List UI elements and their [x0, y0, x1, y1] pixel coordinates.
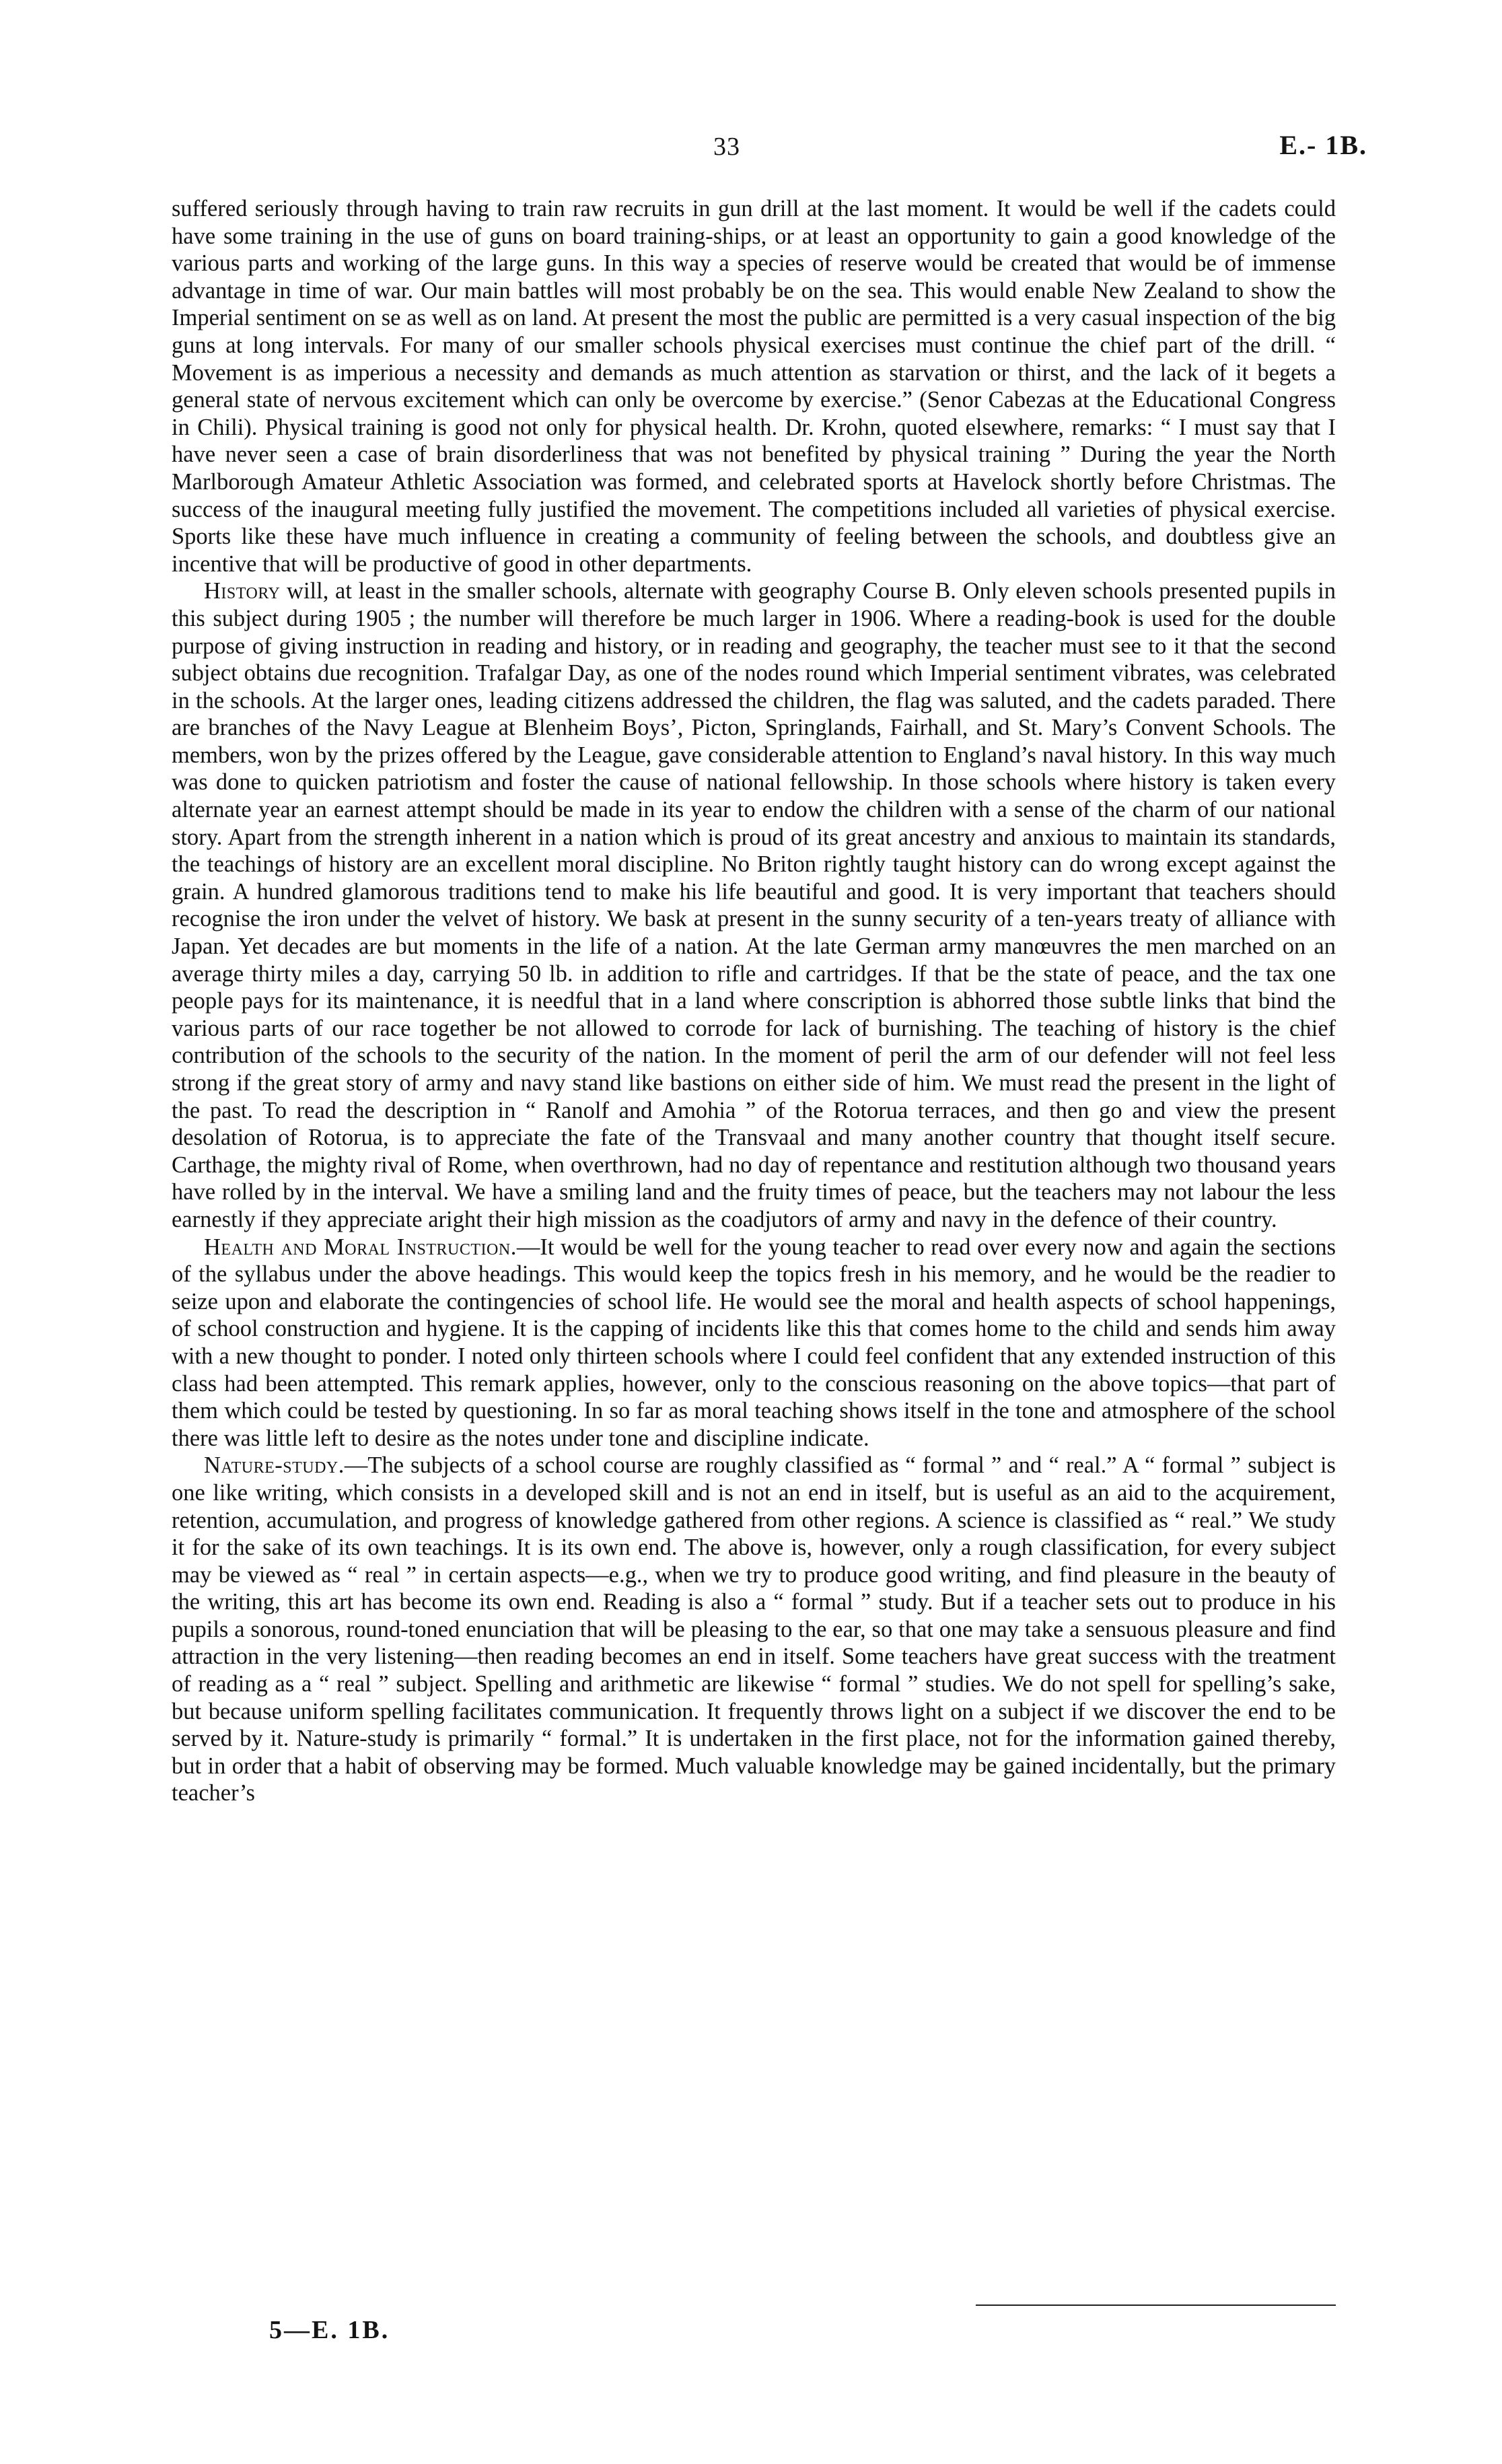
- signature-mark: 5—E. 1B.: [269, 2316, 390, 2344]
- nature-study-text: —The subjects of a school course are roughly classified as “ formal ” and “ real.” A “ formal ” subject is one like writing, which consists in a developed skill and is not an end in itself, but is useful as an aid to the acquirement, retention, accumulation, and progress of knowledge gathered from other regions. A science is classified as “ real.” We study it for the sake of its own teachings. It is its own end. The above is, however, only a rough classification, for every subject may be viewed as “ real ” in certain aspects—e.g., when we try to produce good writing, and find pleasure in the beauty of the writing, this art has become its own end. Reading is also a “ formal ” study. But if a teacher sets out to produce in his pupils a sonorous, round-toned enunciation that will be pleasing to the ear, so that one may take a sensuous pleasure and find attraction in the very listening—then reading becomes an end in itself. Some teachers have great success with the treatment of reading as a “ real ” subject. Spelling and arithmetic are likewise “ formal ” studies. We do not spell for spelling’s sake, but because uniform spelling facilitates communication. It frequently throws light on a subject if we discover the end to be served by it. Nature-study is primarily “ formal.” It is undertaken in the first place, not for the information gained thereby, but in order that a habit of observing may be formed. Much valuable knowledge may be gained incidentally, but the primary teacher’s: [172, 1452, 1336, 1806]
- history-text: will, at least in the smaller schools, alternate with geography Course B. Only eleven schools presented pupils in this subject during 1905 ; the number will therefore be much larger in 1906. Where a reading-book is used for the double purpose of giving instruction in reading and history, or in reading and geography, the teacher must see to it that the second subject obtains due recognition. Trafalgar Day, as one of the nodes round which Imperial sentiment vibrates, was celebrated in the schools. At the larger ones, leading citizens addressed the children, the flag was saluted, and the cadets paraded. There are branches of the Navy League at Blenheim Boys’, Picton, Springlands, Fairhall, and St. Mary’s Convent Schools. The members, won by the prizes offered by the League, gave considerable attention to England’s naval history. In this way much was done to quicken patriotism and foster the cause of national fellowship. In those schools where history is taken every alternate year an earnest attempt should be made in its year to endow the children with a sense of the charm of our national story. Apart from the strength inherent in a nation which is proud of its great ancestry and anxious to maintain its standards, the teachings of history are an excellent moral discipline. No Briton rightly taught history can do wrong except against the grain. A hundred glamorous traditions tend to make his life beautiful and good. It is very important that teachers should recognise the iron under the velvet of history. We bask at present in the sunny security of a ten-years treaty of alliance with Japan. Yet decades are but moments in the life of a nation. At the late German army manœuvres the men marched on an average thirty miles a day, carrying 50 lb. in addition to rifle and cartridges. If that be the state of peace, and the tax one people pays for its maintenance, it is needful that in a land where conscription is abhorred those subtle links that bind the various parts of our race together be not allowed to corrode for lack of burnishing. The teaching of history is the chief contribution of the schools to the security of the nation. In the moment of peril the arm of our defender will not feel less strong if the great story of army and navy stand like bastions on either side of him. We must read the present in the light of the past. To read the description in “ Ranolf and Amohia ” of the Rotorua terraces, and then go and view the present desolation of Rotorua, is to appreciate the fate of the Transvaal and many another country that thought itself secure. Carthage, the mighty rival of Rome, when overthrown, had no day of repentance and restitution although two thousand years have rolled by in the interval. We have a smiling land and the fruity times of peace, but the teachers may not labour the less earnestly if they appreciate aright their high mission as the coadjutors of army and navy in the defence of their country.: [172, 578, 1336, 1232]
- document-reference: E.- 1B.: [1279, 130, 1367, 160]
- health-moral-section: [172, 1234, 1336, 1452]
- footer-rule: [976, 2304, 1336, 2306]
- history-heading: History: [204, 578, 281, 604]
- body-text: [172, 195, 1336, 1807]
- health-moral-text: —It would be well for the young teacher to read over every now and again the sections of the syllabus under the above headings. This would keep the topics fresh in his memory, and he would be the readier to seize upon and elaborate the contingencies of school life. He would see the moral and health aspects of school happenings, of school construction and hygiene. It is the capping of incidents like this that comes home to the child and sends him away with a new thought to ponder. I noted only thirteen schools where I could feel confident that any extended instruction of this class had been attempted. This remark applies, however, only to the conscious reasoning on the above topics—that part of them which could be tested by questioning. In so far as moral teaching shows itself in the tone and atmosphere of the school there was little left to desire as the notes under tone and discipline indicate.: [172, 1234, 1336, 1451]
- nature-study-section: [172, 1452, 1336, 1807]
- health-moral-heading: Health and Moral Instruction.: [204, 1234, 517, 1260]
- nature-study-heading: Nature-study.: [204, 1452, 345, 1479]
- opening-paragraph: suffered seriously through having to train raw recruits in gun drill at the last moment. It would be well if the cadets could have some training in the use of guns on board training-ships, or at least an opportunity to gain a good knowledge of the various parts and working of the large guns. In this way a species of reserve would be created that would be of immense advantage in time of war. Our main battles will most probably be on the sea. This would enable New Zealand to show the Imperial sentiment on se as well as on land. At present the most the public are permitted is a very casual inspection of the big guns at long intervals. For many of our smaller schools physical exercises must continue the chief part of the drill. “ Movement is as imperious a necessity and demands as much attention as starvation or thirst, and the lack of it begets a general state of nervous excitement which can only be overcome by exercise.” (Senor Cabezas at the Educational Congress in Chili). Physical training is good not only for physical health. Dr. Krohn, quoted elsewhere, remarks: “ I must say that I have never seen a case of brain disorderliness that was not benefited by physical training ” During the year the North Marlborough Amateur Athletic Association was formed, and celebrated sports at Havelock shortly before Christmas. The success of the inaugural meeting fully justified the movement. The competitions included all varieties of physical exercise. Sports like these have much influence in creating a community of feeling between the schools, and doubtless give an incentive that will be productive of good in other departments.: [172, 196, 1336, 577]
- page-number: 33: [713, 133, 740, 161]
- history-section: [172, 577, 1336, 1233]
